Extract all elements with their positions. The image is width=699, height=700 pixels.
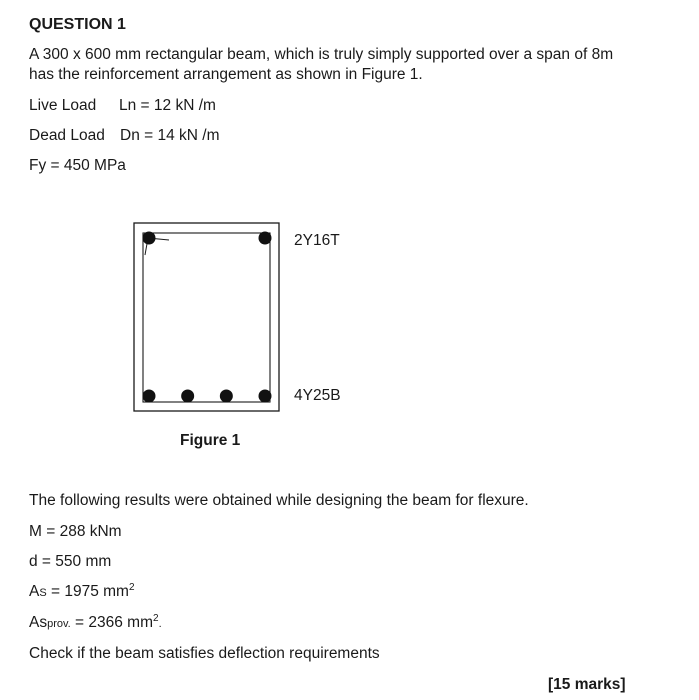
asprov-unit-exponent: 2 bbox=[153, 613, 159, 624]
dead-load-label: Dead Load bbox=[29, 127, 105, 144]
asprov-subscript: prov. bbox=[47, 618, 71, 630]
dead-load-value: Dn = 14 kN /m bbox=[120, 127, 220, 144]
top-reinforcement-label: 2Y16T bbox=[294, 232, 340, 249]
as-required bbox=[29, 583, 135, 602]
live-load-label: Live Load bbox=[29, 97, 97, 114]
bottom-rebar bbox=[259, 390, 272, 403]
as-unit-exponent: 2 bbox=[128, 582, 135, 593]
stirrup-link bbox=[143, 233, 270, 402]
intro-line-2: has the reinforcement arrangement as shown in Figure 1. bbox=[29, 66, 423, 83]
as-provided bbox=[29, 614, 162, 633]
top-rebar bbox=[143, 232, 156, 245]
effective-depth: d = 550 mm bbox=[29, 553, 112, 570]
question-heading: QUESTION 1 bbox=[29, 16, 126, 33]
yield-strength: Fy = 450 MPa bbox=[29, 157, 126, 174]
moment-value: M = 288 kNm bbox=[29, 523, 122, 540]
as-value: = 1975 mm bbox=[46, 583, 129, 600]
as-subscript: S bbox=[39, 587, 47, 599]
bottom-rebar bbox=[181, 390, 194, 403]
as-symbol: A bbox=[29, 583, 40, 600]
beam-outline bbox=[134, 223, 279, 411]
figure-caption: Figure 1 bbox=[180, 432, 241, 449]
marks-allocation: [15 marks] bbox=[548, 676, 626, 693]
top-rebar bbox=[259, 232, 272, 245]
bottom-rebar bbox=[220, 390, 233, 403]
asprov-tail: . bbox=[158, 618, 162, 630]
live-load-value: Ln = 12 kN /m bbox=[119, 97, 216, 114]
asprov-value: = 2366 mm bbox=[70, 614, 154, 631]
bottom-rebar-group bbox=[143, 390, 272, 403]
asprov-symbol: As bbox=[29, 614, 48, 631]
bottom-reinforcement-label: 4Y25B bbox=[294, 387, 341, 404]
task-statement: Check if the beam satisfies deflection requirements bbox=[29, 645, 380, 662]
intro-line-1: A 300 x 600 mm rectangular beam, which is truly simply supported over a span of 8m bbox=[29, 46, 614, 63]
bottom-rebar bbox=[143, 390, 156, 403]
results-intro: The following results were obtained while designing the beam for flexure. bbox=[29, 492, 529, 509]
